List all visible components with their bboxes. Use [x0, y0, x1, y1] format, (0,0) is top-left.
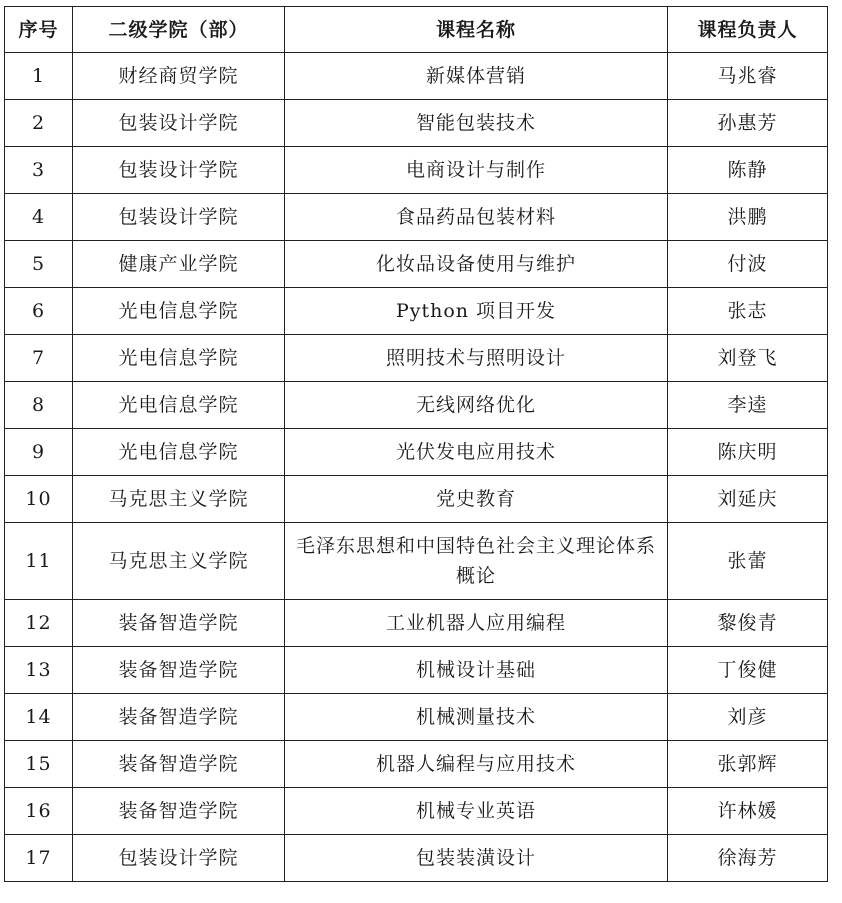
cell-course: 化妆品设备使用与维护 [285, 241, 668, 288]
cell-owner: 刘彦 [668, 694, 828, 741]
cell-owner: 张郭辉 [668, 741, 828, 788]
cell-owner: 张志 [668, 288, 828, 335]
cell-index: 6 [5, 288, 73, 335]
cell-index: 10 [5, 476, 73, 523]
cell-college: 光电信息学院 [73, 288, 285, 335]
cell-course: 无线网络优化 [285, 382, 668, 429]
cell-college: 包装设计学院 [73, 835, 285, 882]
cell-owner: 徐海芳 [668, 835, 828, 882]
table-row [5, 647, 828, 694]
cell-owner: 刘登飞 [668, 335, 828, 382]
cell-course: 新媒体营销 [285, 53, 668, 100]
table-row [5, 241, 828, 288]
table-row [5, 835, 828, 882]
cell-owner: 黎俊青 [668, 600, 828, 647]
cell-college: 包装设计学院 [73, 194, 285, 241]
table-body [5, 53, 828, 882]
cell-college: 装备智造学院 [73, 788, 285, 835]
cell-owner: 陈静 [668, 147, 828, 194]
table-row [5, 476, 828, 523]
cell-college: 装备智造学院 [73, 741, 285, 788]
cell-course: 智能包装技术 [285, 100, 668, 147]
cell-index: 11 [5, 523, 73, 600]
table-row [5, 694, 828, 741]
cell-college: 光电信息学院 [73, 382, 285, 429]
cell-index: 3 [5, 147, 73, 194]
cell-owner: 刘延庆 [668, 476, 828, 523]
cell-index: 1 [5, 53, 73, 100]
table-row [5, 788, 828, 835]
cell-course: 机械测量技术 [285, 694, 668, 741]
cell-index: 2 [5, 100, 73, 147]
table-row [5, 741, 828, 788]
cell-owner: 张蕾 [668, 523, 828, 600]
header-college: 二级学院（部） [73, 7, 285, 53]
table-header [5, 7, 828, 53]
cell-index: 4 [5, 194, 73, 241]
table-row [5, 147, 828, 194]
cell-owner: 付波 [668, 241, 828, 288]
cell-owner: 洪鹏 [668, 194, 828, 241]
table-row [5, 523, 828, 600]
cell-owner: 丁俊健 [668, 647, 828, 694]
cell-course: 机器人编程与应用技术 [285, 741, 668, 788]
cell-college: 健康产业学院 [73, 241, 285, 288]
cell-course: 电商设计与制作 [285, 147, 668, 194]
cell-course: 工业机器人应用编程 [285, 600, 668, 647]
cell-college: 马克思主义学院 [73, 523, 285, 600]
cell-owner: 孙惠芳 [668, 100, 828, 147]
cell-college: 装备智造学院 [73, 647, 285, 694]
cell-course: 毛泽东思想和中国特色社会主义理论体系概论 [285, 523, 668, 600]
table-row [5, 600, 828, 647]
cell-index: 15 [5, 741, 73, 788]
cell-index: 14 [5, 694, 73, 741]
cell-index: 13 [5, 647, 73, 694]
header-course: 课程名称 [285, 7, 668, 53]
cell-course: 光伏发电应用技术 [285, 429, 668, 476]
header-index: 序号 [5, 7, 73, 53]
header-row [5, 7, 828, 53]
cell-index: 8 [5, 382, 73, 429]
table-row [5, 382, 828, 429]
cell-college: 装备智造学院 [73, 694, 285, 741]
cell-index: 16 [5, 788, 73, 835]
cell-college: 马克思主义学院 [73, 476, 285, 523]
cell-course: 机械专业英语 [285, 788, 668, 835]
cell-owner: 许林媛 [668, 788, 828, 835]
table-row [5, 194, 828, 241]
cell-index: 7 [5, 335, 73, 382]
table-row [5, 335, 828, 382]
cell-college: 光电信息学院 [73, 335, 285, 382]
table-row [5, 288, 828, 335]
table-row [5, 53, 828, 100]
course-table [4, 6, 828, 882]
cell-index: 12 [5, 600, 73, 647]
cell-college: 光电信息学院 [73, 429, 285, 476]
cell-owner: 李逵 [668, 382, 828, 429]
cell-college: 装备智造学院 [73, 600, 285, 647]
cell-college: 包装设计学院 [73, 100, 285, 147]
cell-college: 财经商贸学院 [73, 53, 285, 100]
cell-index: 17 [5, 835, 73, 882]
cell-owner: 马兆睿 [668, 53, 828, 100]
cell-index: 5 [5, 241, 73, 288]
cell-course: 食品药品包装材料 [285, 194, 668, 241]
cell-course: Python 项目开发 [285, 288, 668, 335]
cell-course: 党史教育 [285, 476, 668, 523]
table-row [5, 100, 828, 147]
cell-course: 机械设计基础 [285, 647, 668, 694]
cell-course: 包装装潢设计 [285, 835, 668, 882]
cell-course: 照明技术与照明设计 [285, 335, 668, 382]
cell-index: 9 [5, 429, 73, 476]
cell-owner: 陈庆明 [668, 429, 828, 476]
table-row [5, 429, 828, 476]
header-owner: 课程负责人 [668, 7, 828, 53]
cell-college: 包装设计学院 [73, 147, 285, 194]
